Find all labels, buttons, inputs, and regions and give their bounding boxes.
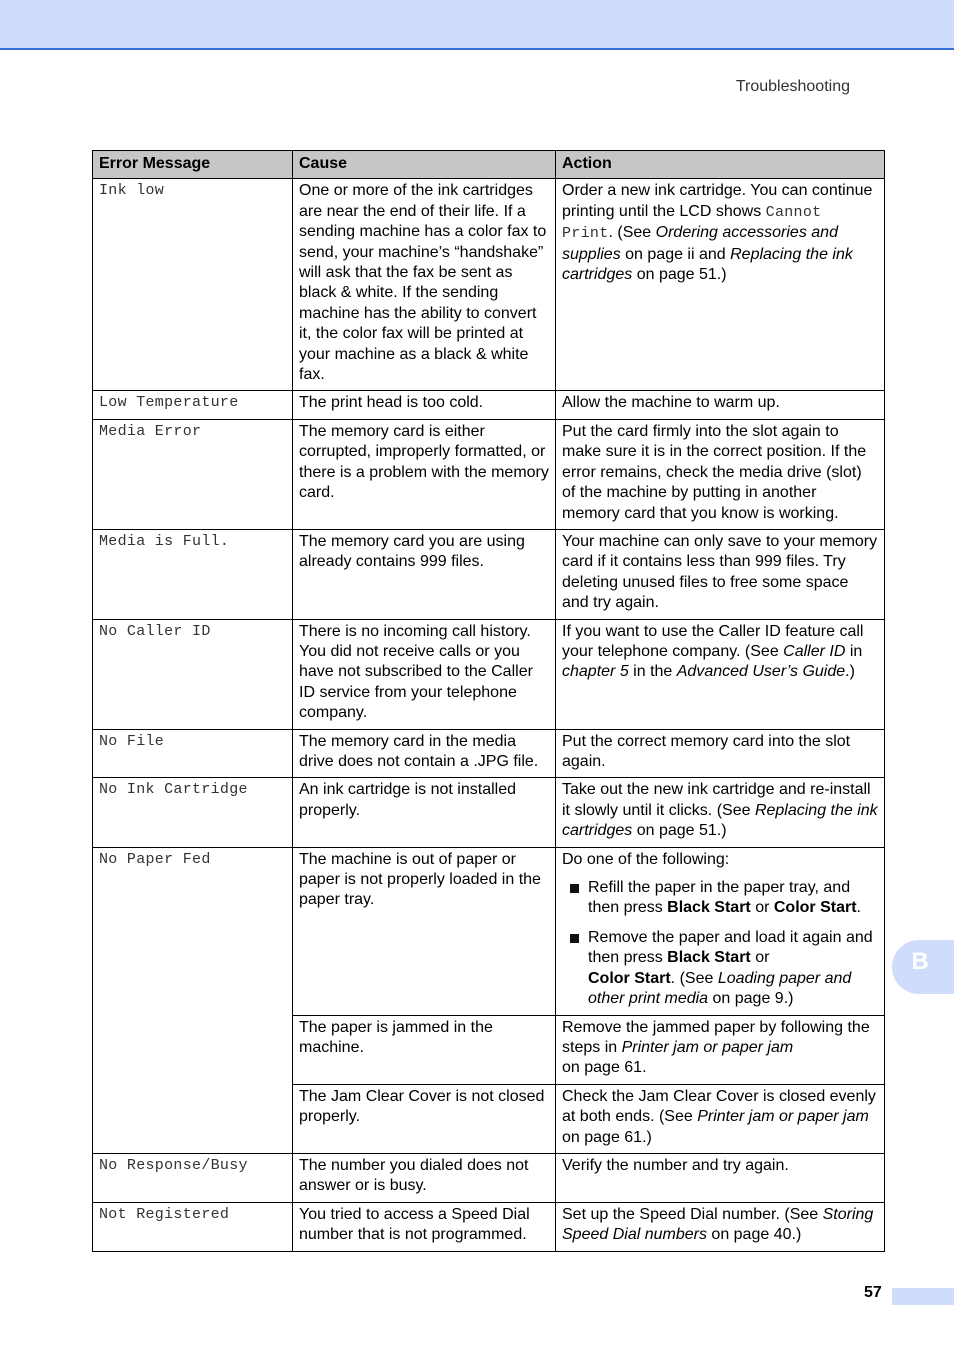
square-bullet-icon — [570, 884, 579, 893]
action-cell: If you want to use the Caller ID feature call your telephone company. (See Caller ID in chapter 5 in the Advanced User’s Guide.) — [556, 619, 885, 729]
column-header-cause: Cause — [293, 151, 556, 179]
cause-cell: The memory card in the media drive does not contain a .JPG file. — [293, 729, 556, 778]
key-label: Black Start — [667, 949, 751, 967]
action-cell: Order a new ink cartridge. You can continue printing until the LCD shows Cannot Print. (See Ordering accessories and supplies on page ii and Replacing the ink cartridges on page 51.) — [556, 179, 885, 391]
error-message-low-temperature: Low Temperature — [93, 391, 293, 419]
error-message-no-file: No File — [93, 729, 293, 778]
cause-cell: There is no incoming call history. You did not receive calls or you have not subscribed to the Caller ID service from your telephone company. — [293, 619, 556, 729]
cause-cell: You tried to access a Speed Dial number that is not programmed. — [293, 1202, 556, 1251]
square-bullet-icon — [570, 934, 579, 943]
error-message-not-registered: Not Registered — [93, 1202, 293, 1251]
cross-reference: Printer jam or paper jam — [697, 1108, 869, 1126]
table-row — [93, 1154, 885, 1203]
list-item: Remove the paper and load it again and then press Black Start or Color Start. (See Loading paper and other print media on page 9.) — [562, 928, 878, 1010]
action-cell: Put the correct memory card into the slot again. — [556, 729, 885, 778]
table-row — [93, 179, 885, 391]
cause-cell: The memory card is either corrupted, improperly formatted, or there is a problem with the memory card. — [293, 419, 556, 529]
error-message-no-response-busy: No Response/Busy — [93, 1154, 293, 1203]
table-row — [93, 729, 885, 778]
cross-reference: Advanced User’s Guide — [676, 663, 846, 681]
lcd-message: Cannot Print — [562, 203, 822, 243]
table-row — [93, 619, 885, 729]
error-message-ink-low: Ink low — [93, 179, 293, 391]
error-message-media-is-full: Media is Full. — [93, 529, 293, 619]
error-message-media-error: Media Error — [93, 419, 293, 529]
key-label: Color Start — [588, 969, 671, 987]
cross-reference: Loading paper and other print media — [588, 969, 852, 1008]
action-steps — [562, 878, 878, 1009]
error-message-table — [92, 150, 885, 1252]
column-header-error-message: Error Message — [93, 151, 293, 179]
action-cell: Take out the new ink cartridge and re-install it slowly until it clicks. (See Replacing the ink cartridges on page 51.) — [556, 778, 885, 847]
column-header-action: Action — [556, 151, 885, 179]
cause-cell: The print head is too cold. — [293, 391, 556, 419]
action-intro: Do one of the following: — [562, 850, 730, 868]
section-title: Troubleshooting — [735, 78, 850, 95]
page-number-band — [892, 1288, 954, 1305]
key-label: Black Start — [667, 899, 751, 917]
cause-cell: The paper is jammed in the machine. — [293, 1015, 556, 1084]
cross-reference: Replacing the ink cartridges — [562, 801, 878, 840]
header-band — [0, 0, 954, 50]
action-cell: Set up the Speed Dial number. (See Storing Speed Dial numbers on page 40.) — [556, 1202, 885, 1251]
action-cell — [556, 847, 885, 1015]
table-row — [93, 419, 885, 529]
list-item: Refill the paper in the paper tray, and then press Black Start or Color Start. — [562, 878, 878, 919]
cross-reference: Ordering accessories and supplies — [562, 224, 838, 263]
error-message-no-caller-id: No Caller ID — [93, 619, 293, 729]
action-cell: Remove the jammed paper by following the steps in Printer jam or paper jam on page 61. — [556, 1015, 885, 1084]
table-row — [93, 1202, 885, 1251]
cause-cell: One or more of the ink cartridges are near the end of their life. If a sending machine has a color fax to send, your machine’s “handshake” will ask that the fax be sent as black & white. If the sending machine has the ability to convert it, the color fax will be printed at your machine as a black & white fax. — [293, 179, 556, 391]
cross-reference: Storing Speed Dial numbers — [562, 1205, 874, 1244]
action-cell: Check the Jam Clear Cover is closed evenly at both ends. (See Printer jam or paper jam on page 61.) — [556, 1084, 885, 1153]
action-cell: Allow the machine to warm up. — [556, 391, 885, 419]
action-cell: Your machine can only save to your memory card if it contains less than 999 files. Try deleting unused files to free some space and try again. — [556, 529, 885, 619]
page-number: 57 — [864, 1284, 882, 1301]
cause-cell: The memory card you are using already contains 999 files. — [293, 529, 556, 619]
error-message-no-ink-cartridge: No Ink Cartridge — [93, 778, 293, 847]
table-row — [93, 391, 885, 419]
cross-reference: Caller ID — [783, 642, 846, 660]
cause-cell: An ink cartridge is not installed properly. — [293, 778, 556, 847]
table-row — [93, 847, 885, 1015]
appendix-tab-label: B — [911, 948, 929, 975]
action-cell: Verify the number and try again. — [556, 1154, 885, 1203]
table-row — [93, 778, 885, 847]
cause-cell: The machine is out of paper or paper is not properly loaded in the paper tray. — [293, 847, 556, 1015]
table-header-row — [93, 151, 885, 179]
cross-reference: Replacing the ink cartridges — [562, 245, 853, 284]
cause-cell: The number you dialed does not answer or is busy. — [293, 1154, 556, 1203]
key-label: Color Start — [773, 899, 857, 917]
action-cell: Put the card firmly into the slot again to make sure it is in the correct position. If the error remains, check the media drive (slot) of the machine by putting in another memory card that you know is working. — [556, 419, 885, 529]
cause-cell: The Jam Clear Cover is not closed properly. — [293, 1084, 556, 1153]
error-message-no-paper-fed: No Paper Fed — [93, 847, 293, 1153]
table-row — [93, 529, 885, 619]
cross-reference: chapter 5 — [562, 663, 629, 681]
cross-reference: Printer jam or paper jam — [621, 1039, 794, 1056]
